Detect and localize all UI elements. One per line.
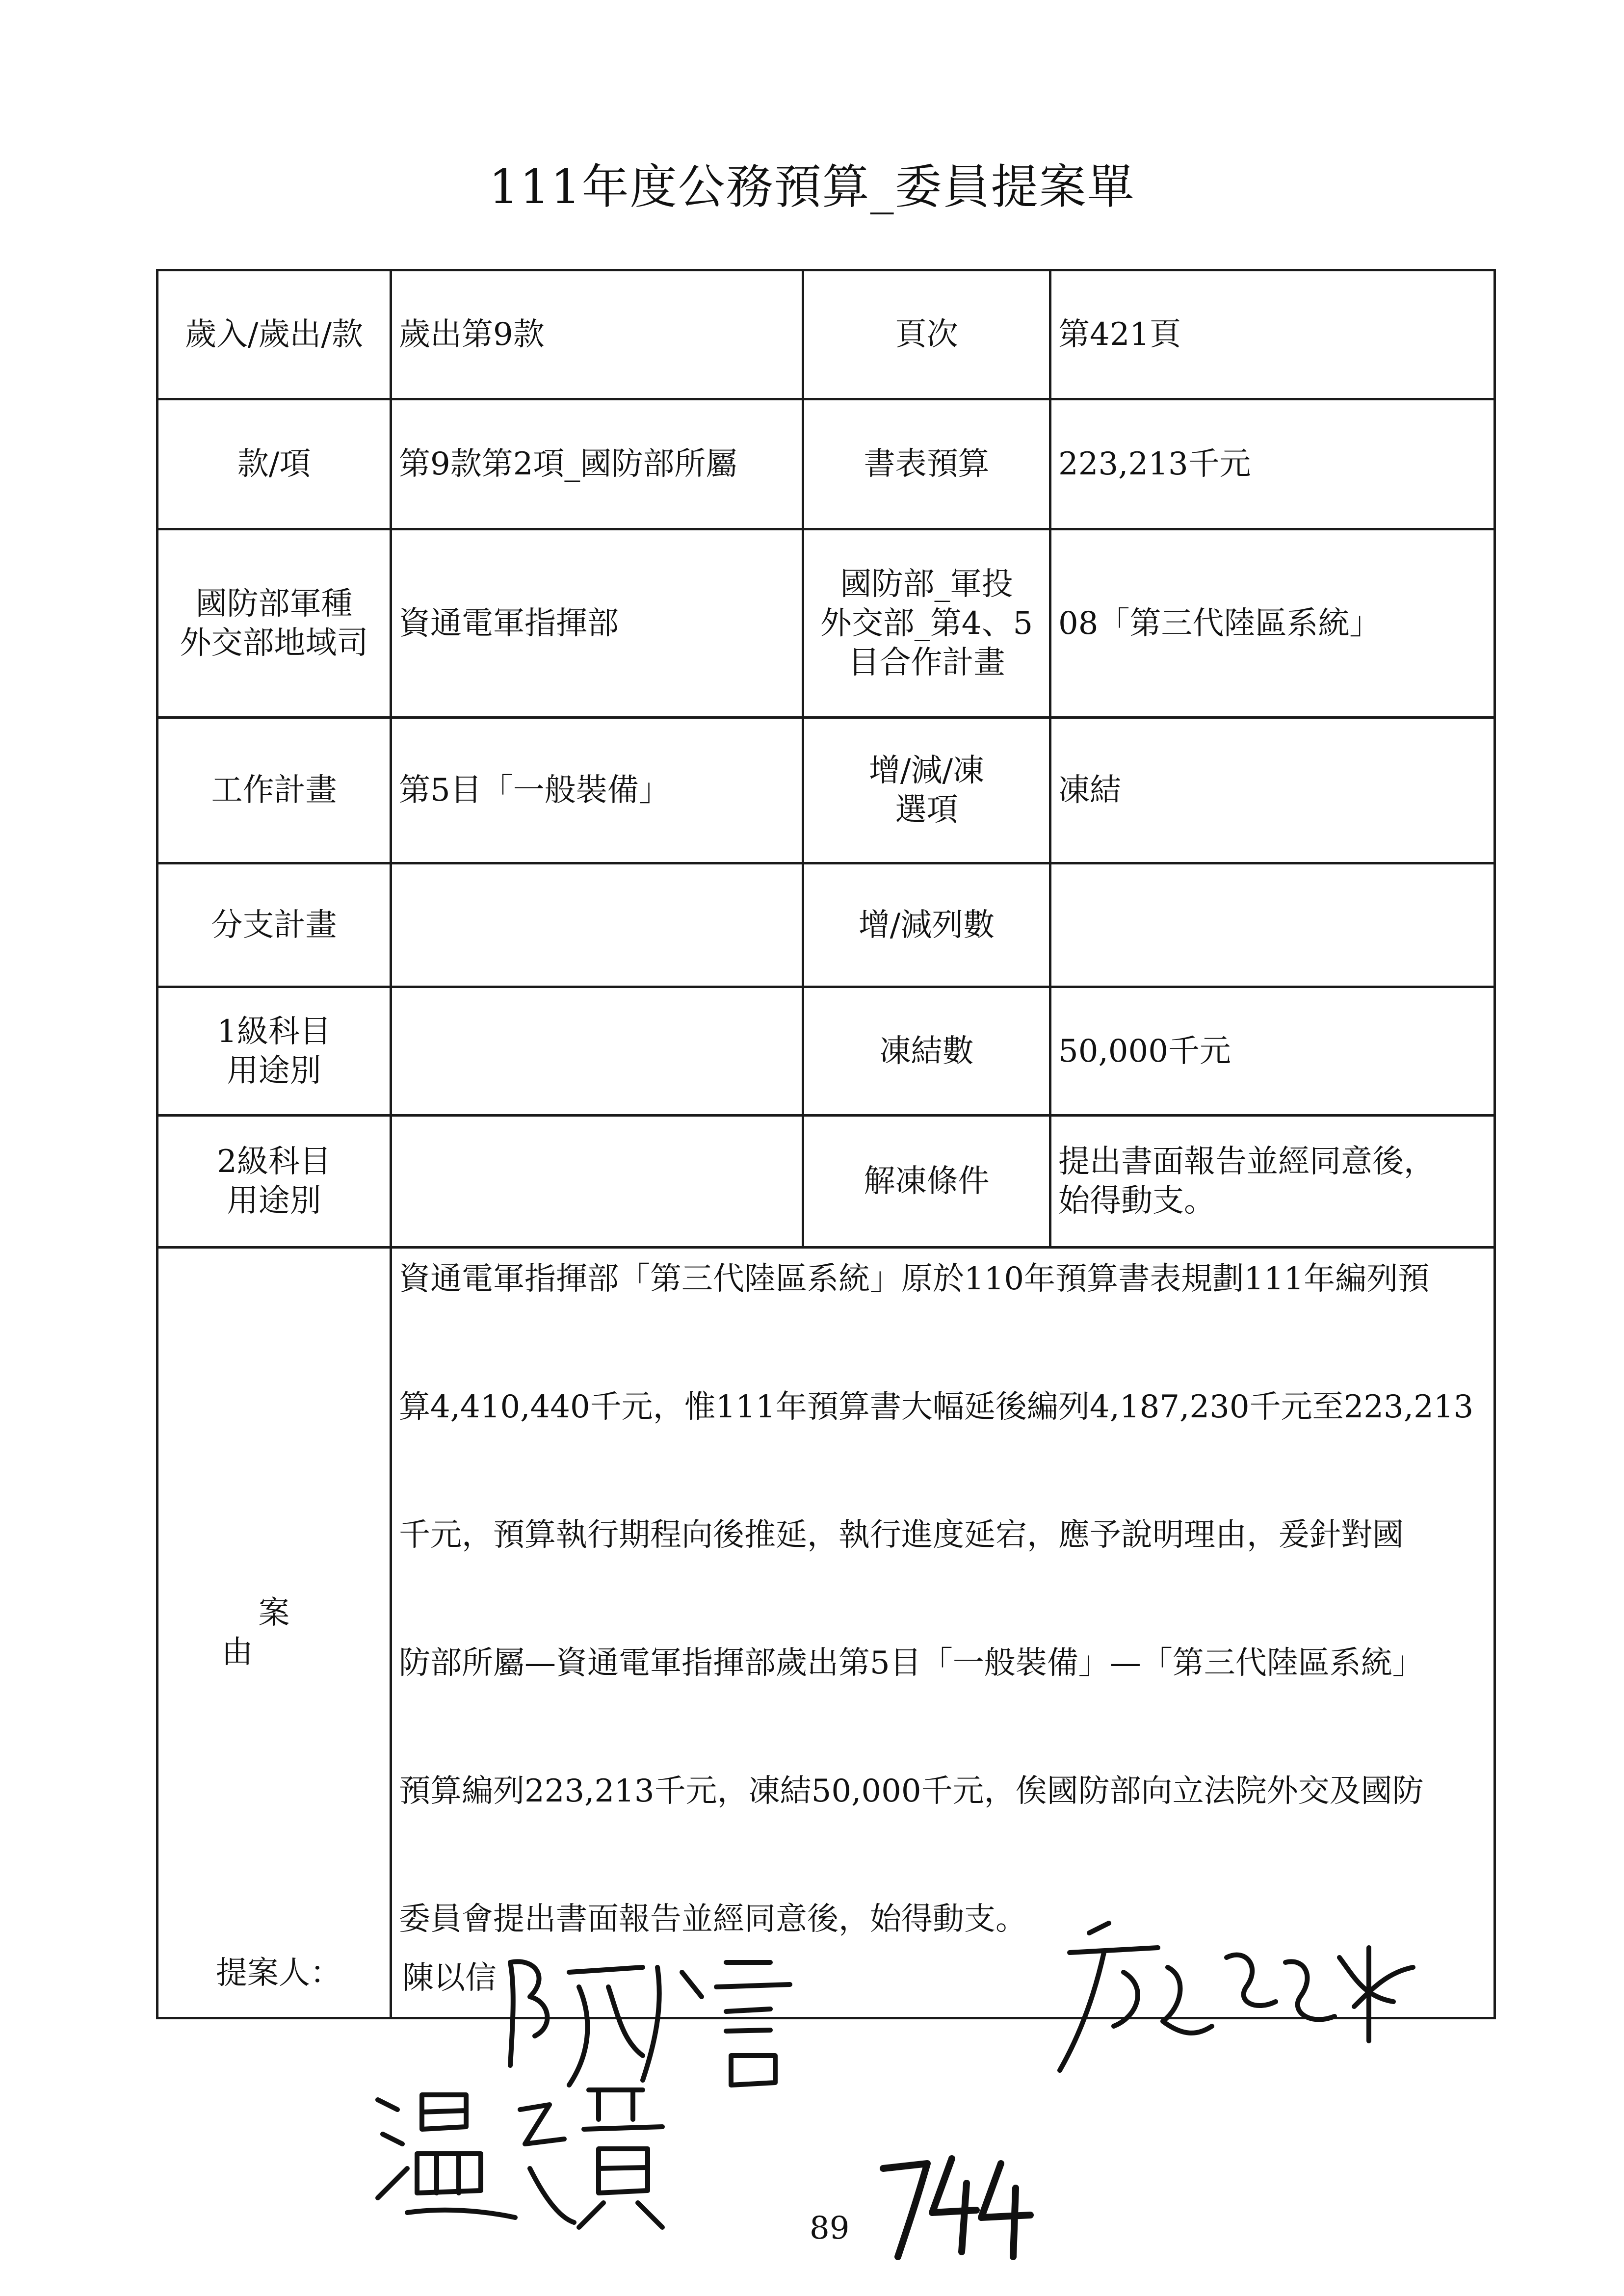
- field-label: 凍結數: [803, 987, 1050, 1116]
- field-label: 歲入/歲出/款: [157, 270, 391, 399]
- field-label: 工作計畫: [157, 718, 391, 863]
- field-value: [1050, 863, 1495, 987]
- field-label: 分支計畫: [157, 863, 391, 987]
- field-value: [391, 863, 803, 987]
- form-row: [157, 1116, 1495, 1248]
- field-label: 頁次: [803, 270, 1050, 399]
- field-value: [391, 987, 803, 1116]
- field-value: [391, 1116, 803, 1248]
- reason-label-cell: [157, 1248, 391, 2018]
- field-label: [157, 529, 391, 718]
- field-value: 資通電軍指揮部: [391, 529, 803, 718]
- proposal-form-table: [156, 269, 1496, 2019]
- field-label: [157, 987, 391, 1116]
- label-line: 2級科目: [217, 1144, 331, 1180]
- form-row: [157, 987, 1495, 1116]
- reason-line: 千元，預算執行期程向後推延，執行進度延宕，應予說明理由，爰針對國: [399, 1517, 1404, 1553]
- reason-line: 資通電軍指揮部「第三代陸區系統」原於110年預算書表規劃111年編列預: [399, 1261, 1430, 1297]
- reason-text-cell: [391, 1248, 1495, 2018]
- label-line: 目合作計畫: [848, 644, 1005, 681]
- label-line: 選項: [895, 792, 958, 828]
- reason-line: 算4,410,440千元，惟111年預算書大幅延後編列4,187,230千元至223,213: [399, 1389, 1474, 1425]
- form-row: [157, 863, 1495, 987]
- field-label: 解凍條件: [803, 1116, 1050, 1248]
- field-value: 第421頁: [1050, 270, 1495, 399]
- form-row: [157, 529, 1495, 718]
- field-label: [157, 1116, 391, 1248]
- label-line: 國防部軍種: [195, 585, 353, 622]
- field-value: 凍結: [1050, 718, 1495, 863]
- field-value: 歲出第9款: [391, 270, 803, 399]
- label-line: 用途別: [227, 1052, 321, 1089]
- reason-row: [157, 1248, 1495, 2018]
- value-line: 提出書面報告並經同意後，: [1058, 1144, 1435, 1180]
- field-label: 書表預算: [803, 399, 1050, 529]
- label-line: 用途別: [227, 1183, 321, 1219]
- field-label: [803, 529, 1050, 718]
- proposer-label: 提案人：: [216, 1955, 341, 1991]
- field-value: 第9款第2項_國防部所屬: [391, 399, 803, 529]
- form-row: [157, 270, 1495, 399]
- document-title: 111年度公務預算_委員提案單: [489, 159, 1135, 214]
- field-value: 50,000千元: [1050, 987, 1495, 1116]
- field-label: 增/減列數: [803, 863, 1050, 987]
- field-value: 08「第三代陸區系統」: [1050, 529, 1495, 718]
- reason-line: 委員會提出書面報告並經同意後，始得動支。: [399, 1901, 1027, 1937]
- proposer-name: 陳以信: [402, 1960, 497, 1996]
- reason-label: 案由: [221, 1595, 364, 1670]
- label-line: 增/減/凍: [868, 753, 985, 789]
- signature-2-image: [1050, 1913, 1423, 2075]
- field-value: 223,213千元: [1050, 399, 1495, 529]
- signature-3-image: [368, 2070, 672, 2232]
- field-label: 款/項: [157, 399, 391, 529]
- form-row: [157, 399, 1495, 529]
- value-line: 始得動支。: [1058, 1183, 1215, 1219]
- field-value: [1050, 1116, 1495, 1248]
- handwritten-number-image: [873, 2149, 1035, 2262]
- label-line: 國防部_軍投: [840, 566, 1013, 602]
- reason-line: 預算編列223,213千元，凍結50,000千元，俟國防部向立法院外交及國防: [399, 1773, 1424, 1809]
- reason-line: 防部所屬—資通電軍指揮部歲出第5目「一般裝備」—「第三代陸區系統」: [399, 1645, 1424, 1681]
- label-line: 外交部地域司: [180, 625, 368, 661]
- form-row: [157, 718, 1495, 863]
- field-label: [803, 718, 1050, 863]
- page-number: 89: [810, 2210, 850, 2246]
- label-line: 外交部_第4、5: [820, 605, 1033, 642]
- label-line: 1級科目: [217, 1013, 331, 1050]
- field-value: 第5目「一般裝備」: [391, 718, 803, 863]
